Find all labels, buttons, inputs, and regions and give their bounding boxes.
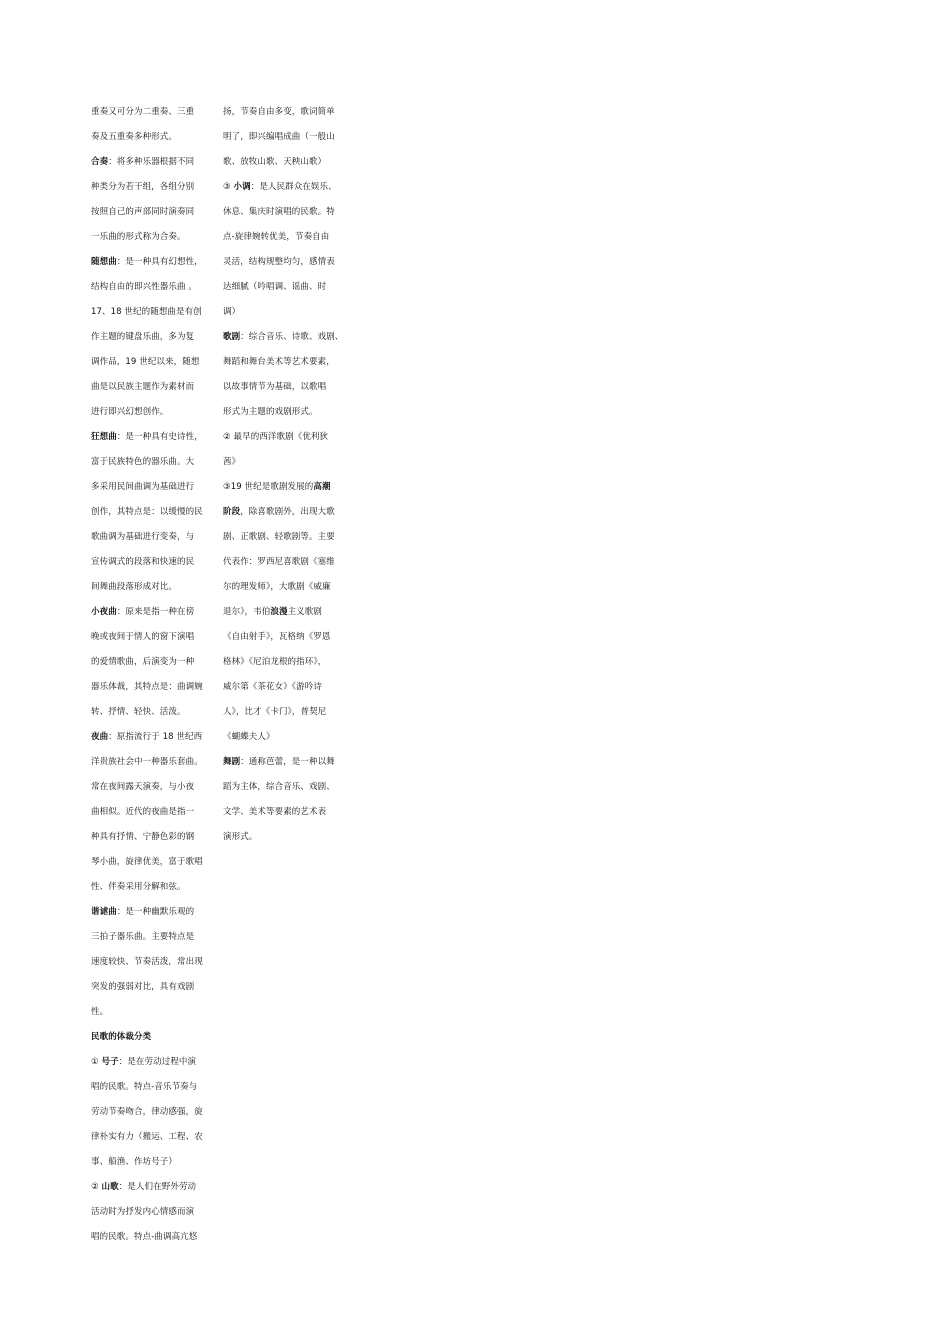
text-segment: 代表作：罗西尼喜歌剧《塞维 bbox=[223, 557, 335, 567]
text-line bbox=[223, 425, 343, 450]
text-segment: 歌曲调为基础进行变奏，与 bbox=[91, 532, 195, 542]
text-segment: 剧、正歌剧、轻歌剧等。主要 bbox=[223, 532, 335, 542]
text-segment: 扬，节奏自由多变，歌词简单 bbox=[223, 107, 335, 117]
text-line bbox=[91, 1100, 209, 1125]
text-line bbox=[91, 700, 209, 725]
text-segment: 奏及五重奏多种形式。 bbox=[91, 132, 178, 142]
text-segment: 突发的强弱对比，具有戏剧 bbox=[91, 982, 195, 992]
text-segment: 活动时为抒发内心情感而演 bbox=[91, 1207, 195, 1217]
text-line bbox=[91, 200, 209, 225]
text-line bbox=[91, 925, 209, 950]
bold-term: 合奏 bbox=[91, 157, 109, 167]
text-segment: ：通称芭蕾，是一种以舞 bbox=[240, 757, 335, 767]
text-line bbox=[91, 475, 209, 500]
text-segment: 调） bbox=[223, 307, 241, 317]
text-segment: 17、18 世纪的随想曲是有创 bbox=[91, 307, 202, 317]
text-segment: ：原指流行于 18 世纪西 bbox=[108, 732, 203, 742]
text-segment: 性、伴奏采用分解和弦。 bbox=[91, 882, 186, 892]
bold-term: 小调 bbox=[233, 182, 251, 192]
text-line bbox=[223, 675, 343, 700]
text-line bbox=[91, 675, 209, 700]
text-segment: 宣传调式的段落和快速的民 bbox=[91, 557, 195, 567]
text-line bbox=[223, 175, 343, 200]
text-line bbox=[223, 575, 343, 600]
text-line bbox=[91, 1075, 209, 1100]
text-line bbox=[91, 325, 209, 350]
text-segment: 洋贵族社会中一种器乐套曲。 bbox=[91, 757, 203, 767]
text-segment: 律朴实有力（搬运、工程、农 bbox=[91, 1132, 203, 1142]
text-segment: 演形式。 bbox=[223, 832, 258, 842]
text-segment: 尔的理发师》，大歌剧《威廉 bbox=[223, 582, 331, 592]
text-segment: 富于民族特色的器乐曲。大 bbox=[91, 457, 195, 467]
bold-term: 民歌的体裁分类 bbox=[91, 1032, 152, 1042]
bold-term: 浪漫 bbox=[270, 607, 288, 617]
bold-term: 谐谑曲 bbox=[91, 907, 117, 917]
text-line bbox=[91, 800, 209, 825]
text-line bbox=[91, 1150, 209, 1175]
text-line bbox=[223, 350, 343, 375]
bold-term: 山歌 bbox=[101, 1182, 119, 1192]
text-line bbox=[91, 175, 209, 200]
text-line bbox=[223, 150, 343, 175]
text-line bbox=[91, 575, 209, 600]
text-segment: ：综合音乐、诗歌、戏剧、 bbox=[240, 332, 344, 342]
text-segment: 常在夜间露天演奏，与小夜 bbox=[91, 782, 195, 792]
text-segment: 琴小曲，旋律优美，富于歌唱 bbox=[91, 857, 203, 867]
text-line bbox=[223, 400, 343, 425]
left-text-column bbox=[91, 100, 209, 1250]
text-segment: 蹈为主体，综合音乐、戏剧、 bbox=[223, 782, 335, 792]
text-line bbox=[223, 525, 343, 550]
text-segment: ③19 世纪是歌剧发展的 bbox=[223, 482, 314, 492]
text-segment: 人》，比才《卡门》，普契尼 bbox=[223, 707, 327, 717]
text-segment: 转、抒情、轻快、活泼。 bbox=[91, 707, 186, 717]
text-segment: 点-旋律婉转优美，节奏自由 bbox=[223, 232, 330, 242]
bold-term: 歌剧 bbox=[223, 332, 241, 342]
text-segment: 多采用民间曲调为基础进行 bbox=[91, 482, 195, 492]
text-segment: ：是一种具有幻想性， bbox=[116, 257, 203, 267]
text-line bbox=[91, 375, 209, 400]
text-line bbox=[91, 1175, 209, 1200]
text-line bbox=[91, 1025, 209, 1050]
text-line bbox=[91, 125, 209, 150]
text-segment: ：是人们在野外劳动 bbox=[118, 1182, 197, 1192]
text-segment: ，除喜歌剧外，出现大歌 bbox=[240, 507, 335, 517]
text-line bbox=[223, 225, 343, 250]
text-segment: 茜》 bbox=[223, 457, 241, 467]
text-segment: 三拍子器乐曲。主要特点是 bbox=[91, 932, 195, 942]
text-segment: 休息、集庆时演唱的民歌。特 bbox=[223, 207, 335, 217]
text-segment: 唱的民歌。特点-音乐节奏与 bbox=[91, 1082, 198, 1092]
text-segment: 事、船渔、作坊号子） bbox=[91, 1157, 178, 1167]
text-segment: 种具有抒情、宁静色彩的钢 bbox=[91, 832, 195, 842]
text-segment: 晚或夜间于情人的窗下演唱 bbox=[91, 632, 195, 642]
text-line bbox=[91, 525, 209, 550]
text-line bbox=[91, 975, 209, 1000]
text-line bbox=[91, 100, 209, 125]
text-segment: ：是一种具有史诗性， bbox=[116, 432, 203, 442]
text-segment: 格林》《尼泊龙根的指环》， bbox=[223, 657, 327, 667]
text-segment: 舞蹈和舞台美术等艺术要素， bbox=[223, 357, 335, 367]
text-line bbox=[91, 250, 209, 275]
text-line bbox=[91, 650, 209, 675]
text-segment: 主义歌剧 bbox=[287, 607, 322, 617]
text-line bbox=[91, 1200, 209, 1225]
text-segment: 明了，即兴编唱成曲（一般山 bbox=[223, 132, 335, 142]
bold-term: 阶段 bbox=[223, 507, 241, 517]
text-segment: 《蝴蝶夫人》 bbox=[223, 732, 275, 742]
text-segment: ：是人民群众在娱乐、 bbox=[250, 182, 337, 192]
text-segment: 一乐曲的形式称为合奏。 bbox=[91, 232, 186, 242]
text-segment: 器乐体裁，其特点是：曲调婉 bbox=[91, 682, 203, 692]
text-line bbox=[91, 950, 209, 975]
text-segment: 唱的民歌。特点-曲调高亢悠 bbox=[91, 1232, 198, 1242]
text-line bbox=[91, 225, 209, 250]
text-segment: 调作品，19 世纪以来，随想 bbox=[91, 357, 200, 367]
text-line bbox=[223, 200, 343, 225]
text-line bbox=[91, 300, 209, 325]
text-segment: 劳动节奏吻合，律动感强，旋 bbox=[91, 1107, 203, 1117]
text-segment: 歌、放牧山歌、天秧山歌） bbox=[223, 157, 327, 167]
text-line bbox=[91, 875, 209, 900]
text-line bbox=[91, 1225, 209, 1250]
text-segment: ③ bbox=[223, 182, 234, 192]
text-segment: 间舞曲段落形成对比。 bbox=[91, 582, 178, 592]
text-line bbox=[91, 150, 209, 175]
text-segment: ② bbox=[91, 1182, 102, 1192]
text-line bbox=[223, 825, 343, 850]
text-segment: ② 最早的西洋歌剧《优利狄 bbox=[223, 432, 329, 442]
text-line bbox=[223, 500, 343, 525]
text-segment: 灵活，结构规整均匀，感情表 bbox=[223, 257, 335, 267]
text-line bbox=[91, 350, 209, 375]
text-line bbox=[91, 625, 209, 650]
text-segment: 重奏又可分为二重奏、三重 bbox=[91, 107, 195, 117]
text-segment: 按照自己的声部同时演奏同 bbox=[91, 207, 195, 217]
text-line bbox=[91, 400, 209, 425]
text-segment: 《自由射手》，瓦格纳《罗恩 bbox=[223, 632, 331, 642]
text-line bbox=[91, 1050, 209, 1075]
text-line bbox=[223, 650, 343, 675]
bold-term: 舞剧 bbox=[223, 757, 241, 767]
text-segment: ① bbox=[91, 1057, 102, 1067]
text-line bbox=[223, 125, 343, 150]
text-segment: 曲是以民族主题作为素材而 bbox=[91, 382, 195, 392]
text-line bbox=[91, 775, 209, 800]
text-segment: 达细腻（吟唱调、谣曲、时 bbox=[223, 282, 327, 292]
text-line bbox=[223, 375, 343, 400]
text-segment: 威尔第《茶花女》《游吟诗 bbox=[223, 682, 322, 692]
text-segment: ：将多种乐器根据不同 bbox=[108, 157, 195, 167]
bold-term: 狂想曲 bbox=[91, 432, 117, 442]
text-line bbox=[91, 275, 209, 300]
right-text-column bbox=[223, 100, 343, 850]
text-segment: 性。 bbox=[91, 1007, 109, 1017]
text-line bbox=[91, 425, 209, 450]
text-line bbox=[223, 550, 343, 575]
text-line bbox=[223, 600, 343, 625]
text-line bbox=[91, 550, 209, 575]
text-segment: ：是一种幽默乐观的 bbox=[116, 907, 195, 917]
text-line bbox=[91, 500, 209, 525]
text-segment: ：原来是指一种在傍 bbox=[116, 607, 195, 617]
text-segment: 结构自由的即兴性器乐曲 。 bbox=[91, 282, 198, 292]
text-segment: 的爱情歌曲，后演变为一种 bbox=[91, 657, 195, 667]
text-segment: 以故事情节为基础，以歌唱 bbox=[223, 382, 327, 392]
bold-term: 夜曲 bbox=[91, 732, 109, 742]
text-line bbox=[91, 725, 209, 750]
text-line bbox=[223, 800, 343, 825]
text-line bbox=[91, 1125, 209, 1150]
text-line bbox=[91, 450, 209, 475]
text-line bbox=[223, 475, 343, 500]
text-segment: 创作，其特点是：以缓慢的民 bbox=[91, 507, 203, 517]
text-line bbox=[223, 275, 343, 300]
text-segment: 形式为主题的戏剧形式。 bbox=[223, 407, 318, 417]
text-line bbox=[91, 1000, 209, 1025]
text-line bbox=[223, 775, 343, 800]
text-segment: 速度较快、节奏活泼，常出现 bbox=[91, 957, 203, 967]
text-line bbox=[223, 250, 343, 275]
text-line bbox=[91, 600, 209, 625]
text-segment: 文学、美术等要素的艺术表 bbox=[223, 807, 327, 817]
text-line bbox=[223, 100, 343, 125]
text-line bbox=[223, 325, 343, 350]
text-line bbox=[223, 725, 343, 750]
text-line bbox=[223, 625, 343, 650]
text-segment: ：是在劳动过程中演 bbox=[118, 1057, 197, 1067]
text-segment: 作主题的键盘乐曲，多为复 bbox=[91, 332, 195, 342]
text-line bbox=[91, 750, 209, 775]
text-segment: 退尔》，韦伯 bbox=[223, 607, 271, 617]
text-segment: 曲相似。近代的夜曲是指一 bbox=[91, 807, 195, 817]
text-line bbox=[91, 850, 209, 875]
text-line bbox=[223, 700, 343, 725]
text-line bbox=[91, 825, 209, 850]
bold-term: 小夜曲 bbox=[91, 607, 117, 617]
text-segment: 进行即兴幻想创作。 bbox=[91, 407, 169, 417]
bold-term: 随想曲 bbox=[91, 257, 117, 267]
bold-term: 高潮 bbox=[313, 482, 331, 492]
text-line bbox=[223, 750, 343, 775]
text-line bbox=[223, 450, 343, 475]
bold-term: 号子 bbox=[101, 1057, 119, 1067]
text-line bbox=[223, 300, 343, 325]
text-segment: 种类分为若干组，各组分别 bbox=[91, 182, 195, 192]
text-line bbox=[91, 900, 209, 925]
